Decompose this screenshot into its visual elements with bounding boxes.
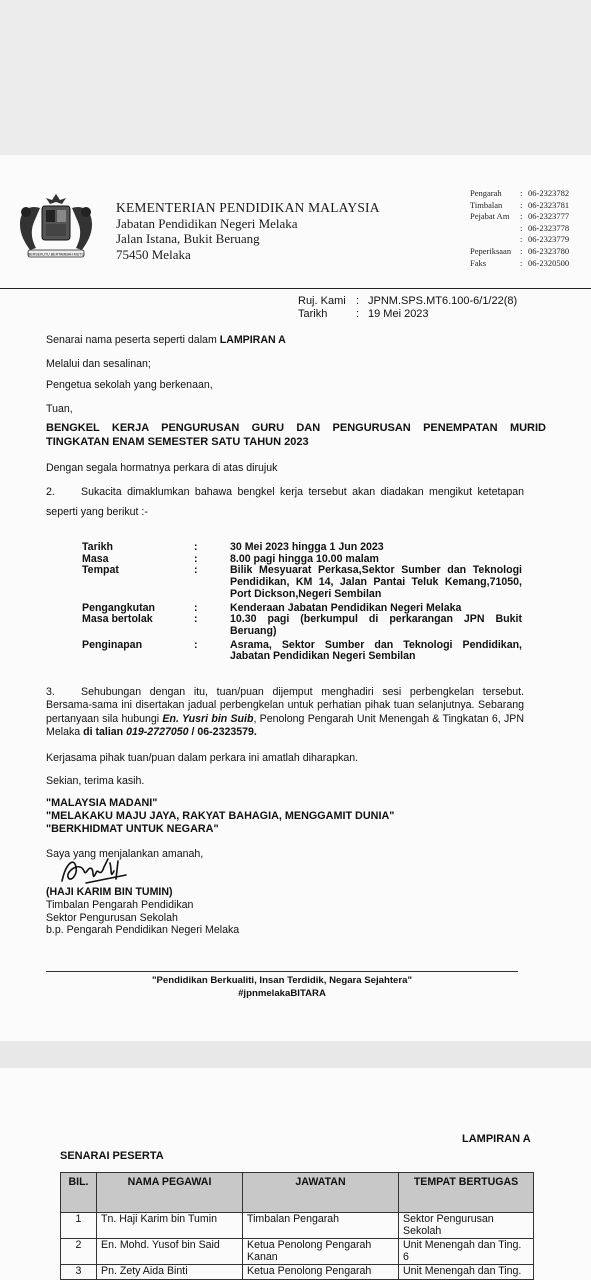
participant-list-heading: SENARAI PESERTA	[60, 1150, 164, 1162]
column-header: NAMA PEGAWAI	[97, 1173, 243, 1213]
table-cell: Sektor Pengurusan Sekolah	[399, 1213, 534, 1239]
handwritten-signature	[56, 853, 136, 887]
contact-value: 06-2323779	[528, 234, 570, 245]
ruj-label: Ruj. Kami	[298, 295, 346, 307]
footer-divider	[46, 971, 518, 972]
table-cell: Timbalan Pengarah	[243, 1213, 399, 1239]
detail-row	[82, 565, 522, 600]
contact-label: Peperiksaan	[470, 245, 512, 256]
column-header: TEMPAT BERTUGAS	[399, 1173, 534, 1213]
svg-text:BERSEKUTU BERTAMBAH MUTU: BERSEKUTU BERTAMBAH MUTU	[27, 252, 85, 257]
paragraph-3-text: Sehubungan dengan itu, tuan/puan dijemput menghadiri sesi perbengkelan tersebut. Bersama-sama ini disertakan jadual perbengkelan untuk perhatian pihak tuan selanjutnya. Sebarang pertanyaan sila hubungi	[46, 686, 524, 725]
contact-row	[470, 200, 569, 212]
table-cell: Tn. Haji Karim bin Tumin	[97, 1213, 243, 1239]
ref-sep: :	[356, 295, 360, 307]
letter-page	[0, 155, 591, 1041]
detail-value: Bilik Mesyuarat Perkasa,Sektor Sumber dan Teknologi Pendidikan, KM 14, Jalan Pantai Teluk Kemang,71050, Port Dickson,Negeri Sembilan	[230, 564, 522, 600]
contact-value: 06-2323777	[528, 211, 570, 222]
recipient-list-line	[46, 334, 286, 347]
contact-sep: :	[520, 199, 523, 210]
participant-table	[60, 1172, 534, 1280]
paragraph-2-text: Sukacita dimaklumkan bahawa bengkel kerja tersebut akan diadakan mengikut ketetapan seperti yang berikut :-	[46, 486, 524, 518]
signer-title-1: Timbalan Pengarah Pendidikan	[46, 898, 194, 911]
footer-hashtag: #jpnmelakaBITARA	[238, 987, 326, 999]
ref-row	[298, 308, 517, 321]
contact-person: En. Yusri bin Suib	[162, 712, 254, 725]
contact-row	[470, 188, 569, 200]
phone-number-2: / 06-2323579.	[188, 726, 257, 739]
attachment-page	[0, 1068, 591, 1280]
slogan-3: "BERKHIDMAT UNTUK NEGARA"	[46, 823, 219, 835]
contact-sep: :	[520, 234, 523, 245]
contact-label: Pejabat Am	[470, 211, 510, 222]
table-cell: Pn. Zety Aida Binti	[97, 1265, 243, 1280]
detail-colon: :	[194, 552, 198, 565]
table-cell: Ketua Penolong Pengarah Kanan	[243, 1239, 399, 1265]
tarikh-label: Tarikh	[298, 308, 328, 320]
signer-block	[46, 886, 239, 937]
letterhead-divider	[0, 288, 591, 289]
detail-label: Pengangkutan	[82, 601, 155, 614]
detail-value: 8.00 pagi hingga 10.00 malam	[230, 552, 379, 565]
contact-value: 06-2323782	[528, 188, 570, 198]
detail-value: Kenderaan Jabatan Pendidikan Negeri Melaka	[230, 601, 462, 614]
contact-value: 06-2320500	[528, 257, 570, 268]
contact-label: Faks	[470, 257, 487, 268]
address-line-1: Jalan Istana, Bukit Beruang	[116, 231, 260, 246]
footer-motto: "Pendidikan Berkualiti, Insan Terdidik, Negara Sejahtera"	[151, 975, 413, 986]
table-cell: En. Mohd. Yusof bin Said	[97, 1239, 243, 1265]
detail-label: Masa bertolak	[82, 613, 153, 626]
detail-label: Masa	[82, 552, 109, 565]
column-header: JAWATAN	[243, 1173, 399, 1213]
signer-title-3: b.p. Pengarah Pendidikan Negeri Melaka	[46, 924, 240, 937]
cooperation-line: Kerjasama pihak tuan/puan dalam perkara ini amatlah diharapkan.	[46, 752, 359, 764]
slogans	[46, 797, 394, 836]
table-row	[61, 1265, 534, 1280]
detail-colon: :	[194, 541, 198, 553]
letterhead-address	[116, 200, 380, 262]
tarikh-value: 19 Mei 2023	[368, 308, 429, 320]
detail-value: Asrama, Sektor Sumber dan Teknologi Pendidikan, Jabatan Pendidikan Negeri Sembilan	[230, 638, 522, 663]
ruj-value: JPNM.SPS.MT6.100-6/1/22(8)	[368, 295, 518, 307]
detail-colon: :	[194, 613, 198, 626]
table-row	[61, 1213, 534, 1239]
contact-row	[470, 223, 569, 235]
detail-label: Penginapan	[82, 638, 143, 651]
table-cell: 3	[61, 1265, 97, 1280]
closing-line: Sekian, terima kasih.	[46, 775, 145, 787]
phone-number-1: 019-2727050	[126, 726, 189, 739]
top-margin	[0, 0, 591, 155]
contact-row	[470, 234, 569, 246]
detail-row	[82, 614, 522, 637]
table-header-row	[61, 1173, 534, 1213]
ref-sep: :	[356, 308, 360, 320]
signer-title-2: Sektor Pengurusan Sekolah	[46, 911, 178, 924]
contact-value: 06-2323778	[528, 222, 570, 233]
address-line-2: 75450 Melaka	[116, 246, 191, 262]
contact-row	[470, 258, 569, 270]
signer-name: (HAJI KARIM BIN TUMIN)	[46, 886, 173, 898]
contact-sep: :	[520, 245, 523, 256]
table-cell: Unit Menengah dan Ting.	[399, 1265, 534, 1280]
contact-row	[470, 211, 569, 223]
contact-row	[470, 246, 569, 258]
phone-label: di talian	[83, 726, 127, 739]
detail-colon: :	[194, 564, 198, 577]
intro-line: Dengan segala hormatnya perkara di atas dirujuk	[46, 462, 278, 474]
recipient-list-text: Senarai nama peserta seperti dalam	[46, 334, 220, 346]
slogan-2: "MELAKAKU MAJU JAYA, RAKYAT BAHAGIA, MENGGAMIT DUNIA"	[46, 810, 395, 822]
melalui-line: Melalui dan sesalinan;	[46, 358, 151, 370]
letter-subject: BENGKEL KERJA PENGURUSAN GURU DAN PENGURUSAN PENEMPATAN MURID TINGKATAN ENAM SEMESTER SATU TAHUN 2023	[46, 422, 546, 448]
table-cell: Unit Menengah dan Ting. 6	[399, 1239, 534, 1265]
detail-value: 10.30 pagi (berkumpul di perkarangan JPN Bukit Beruang)	[230, 613, 522, 637]
contact-value: 06-2323780	[528, 245, 570, 256]
column-header: BIL.	[61, 1173, 97, 1213]
lampiran-ref: LAMPIRAN A	[219, 334, 286, 346]
ministry-name: KEMENTERIAN PENDIDIKAN MALAYSIA	[116, 200, 380, 215]
table-cell: Ketua Penolong Pengarah	[243, 1265, 399, 1280]
pengetua-line: Pengetua sekolah yang berkenaan,	[46, 379, 213, 391]
paragraph-3	[46, 686, 524, 740]
detail-value: 30 Mei 2023 hingga 1 Jun 2023	[230, 541, 384, 553]
table-row	[61, 1239, 534, 1265]
letter-footer	[46, 975, 518, 1001]
paragraph-number: 2.	[46, 486, 55, 498]
department-name: Jabatan Pendidikan Negeri Melaka	[116, 215, 298, 231]
detail-colon: :	[194, 638, 198, 651]
contact-sep: :	[520, 211, 523, 222]
contact-label: Pengarah	[470, 188, 502, 198]
detail-row	[82, 542, 522, 554]
contact-sep: :	[520, 188, 523, 198]
detail-row	[82, 640, 522, 663]
detail-label: Tempat	[82, 564, 119, 577]
table-cell: 1	[61, 1213, 97, 1239]
table-cell: 2	[61, 1239, 97, 1265]
contact-value: 06-2323781	[528, 199, 570, 210]
contact-sep: :	[520, 257, 523, 268]
detail-label: Tarikh	[82, 541, 114, 553]
lampiran-title: LAMPIRAN A	[462, 1133, 531, 1145]
saya-line: Saya yang menjalankan amanah,	[46, 848, 204, 860]
ref-row	[298, 295, 517, 308]
coat-of-arms-logo	[6, 192, 106, 266]
contact-label	[470, 234, 520, 246]
contact-label	[470, 223, 520, 235]
page-gap	[0, 1041, 591, 1068]
reference-block	[298, 295, 517, 321]
contact-label: Timbalan	[470, 199, 503, 210]
paragraph-2	[46, 482, 524, 522]
contact-numbers	[470, 188, 569, 269]
salutation: Tuan,	[46, 403, 73, 415]
paragraph-3-text-cont: , Penolong Pengarah Unit Menengah & Tingkatan 6, JPN Melaka	[46, 712, 524, 739]
slogan-1: "MALAYSIA MADANI"	[46, 797, 158, 809]
detail-colon: :	[194, 601, 198, 614]
contact-sep: :	[520, 222, 523, 233]
event-details	[82, 542, 522, 663]
paragraph-number: 3.	[46, 686, 55, 698]
